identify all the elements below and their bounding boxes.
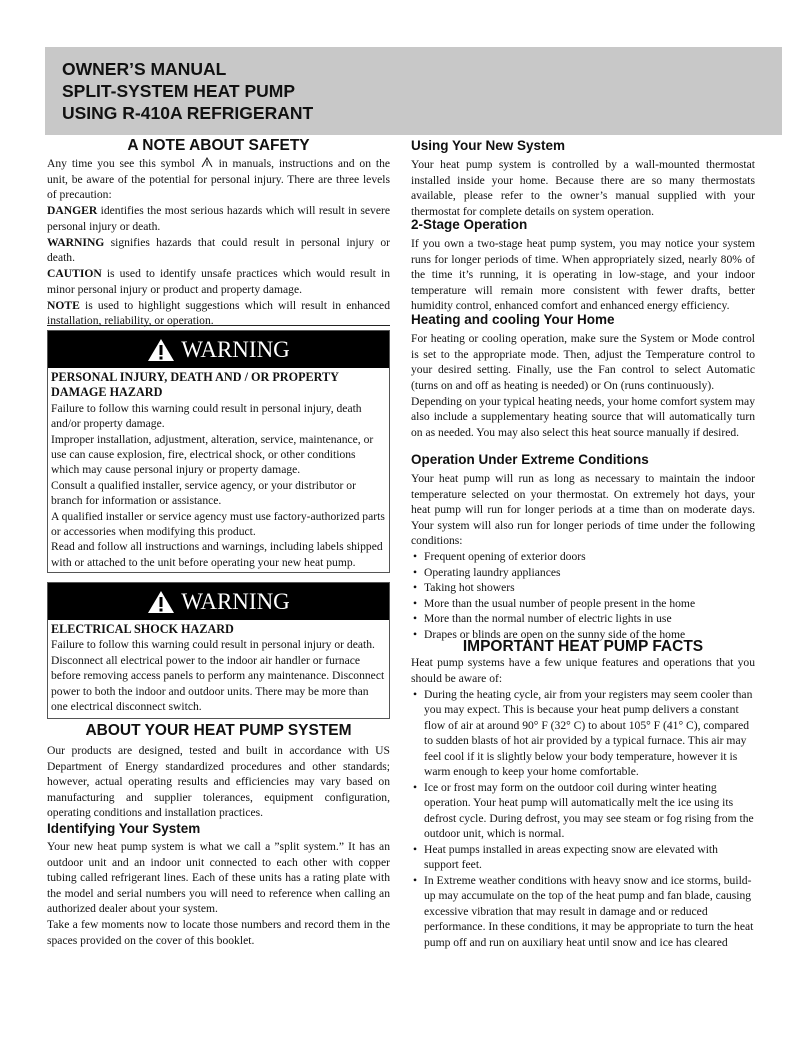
level-term: CAUTION [47, 267, 102, 280]
list-item: • Heat pumps installed in areas expecting snow are elevated with support feet. [411, 842, 755, 873]
level-text: signifies hazards that could result in personal injury or death. [47, 235, 390, 264]
about-section [47, 743, 390, 821]
facts-heading: IMPORTANT HEAT PUMP FACTS [462, 638, 704, 655]
safety-intro [47, 156, 390, 203]
list-item: • More than the normal number of electric lights in use [411, 611, 755, 627]
level-text: identifies the most serious hazards which will result in severe personal injury or death. [47, 204, 390, 233]
two-stage-section [411, 236, 755, 314]
warning-title: PERSONAL INJURY, DEATH AND / OR PROPERTY DAMAGE HAZARD [51, 370, 339, 400]
list-item: • Taking hot showers [411, 580, 755, 596]
level-term: DANGER [47, 204, 98, 217]
level-caution [47, 266, 390, 297]
title-line: USING R-410A REFRIGERANT [62, 103, 314, 123]
intro-text: Any time you see this symbol [47, 157, 195, 170]
level-danger [47, 203, 390, 234]
identifying-heading: Identifying Your System [47, 821, 201, 836]
extreme-heading: Operation Under Extreme Conditions [411, 452, 649, 467]
facts-section [411, 655, 755, 950]
level-text: is used to identify unsafe practices which would result in minor personal injury or product and property damage. [47, 267, 390, 296]
list-item: • Operating laundry appliances [411, 565, 755, 581]
extreme-conditions-list [411, 549, 755, 642]
two-stage-text: If you own a two-stage heat pump system, you may notice your system runs for longer periods of time. When appropriately sized, nearly 80% of the time it’s running, it is operating in low-stage, and your indoor temperature will remain more consistent with fewer drafts, better humidity control, enhanced comfort and enhanced energy efficiency. [411, 237, 755, 312]
extreme-section [411, 471, 755, 642]
warning-triangle-icon [147, 338, 175, 362]
facts-list [411, 687, 755, 951]
identifying-text: Take a few moments now to locate those numbers and record them in the spaces provided on the cover of this booklet. [47, 918, 390, 947]
heating-text: Depending on your typical heating needs, your home comfort system may also include a supplementary heating source that will automatically turn on as needed. You may also select this heat source manually if desired. [411, 394, 755, 439]
about-text: Our products are designed, tested and built in accordance with US Department of Energy standardized procedures and other standards; however, actual operating results and efficiencies may vary based on manufacturing and supplier tolerances, equipment configuration, operating conditions and installation practices. [47, 744, 390, 819]
divider [47, 325, 390, 326]
warning-text: Failure to follow this warning could result in personal injury or death. [51, 638, 375, 652]
list-item: • During the heating cycle, air from your registers may seem cooler than you may expect. This is because your heat pump delivers a constant flow of air at around 90° F (32° C) to about 105° F (41° C), compared to sudden blasts of hot air provided by a typical furnace. This air may feel cool if it is slightly below your body temperature, however it is warm enough to keep your home comfortable. [411, 687, 755, 780]
warning-box-electrical [47, 582, 390, 719]
safety-alert-symbol-icon [200, 157, 214, 168]
warning-box-injury [47, 330, 390, 573]
warning-text: Failure to follow this warning could result in personal injury, death and/or property damage. [51, 401, 362, 431]
list-item: • Ice or frost may form on the outdoor coil during winter heating operation. Your heat pump will automatically melt the ice using its defrost cycle. During defrost, you may see steam or fog rising from the outdoor unit, which is normal. [411, 780, 755, 842]
title-line: OWNER’S MANUAL [62, 59, 227, 79]
about-heading: ABOUT YOUR HEAT PUMP SYSTEM [85, 722, 352, 739]
warning-text: A qualified installer or service agency must use factory-authorized parts or accessories when modifying this product. [51, 509, 385, 539]
list-item: • Drapes or blinds are open on the sunny side of the home [411, 627, 755, 643]
list-item: • Frequent opening of exterior doors [411, 549, 755, 565]
list-item: • More than the usual number of people present in the home [411, 596, 755, 612]
facts-text: Heat pump systems have a few unique features and operations that you should be aware of: [411, 656, 755, 685]
level-text: is used to highlight suggestions which will result in enhanced installation, reliability, or operation. [47, 298, 390, 327]
intro-text: in manuals, instructions and on the unit, be aware of the potential for personal injury. There are three levels of precaution: [47, 157, 391, 201]
heating-text: For heating or cooling operation, make sure the System or Mode control is set to the appropriate mode. Then, adjust the Temperature control to your desired setting. Finally, use the Fan control to select Automatic (turns on and off as heating is needed) or On (runs continuously). [411, 332, 755, 392]
warning-text: Read and follow all instructions and warnings, including labels shipped with or attached to the unit before operating your new heat pump. [51, 540, 383, 569]
title-line: SPLIT-SYSTEM HEAT PUMP [62, 81, 296, 101]
warning-text: Improper installation, adjustment, alteration, service, maintenance, or use can cause explosion, fire, electrical shock, or other conditions which may cause personal injury or property damage. [51, 432, 374, 477]
warning-label: WARNING [181, 336, 290, 362]
level-warning [47, 235, 390, 266]
level-note [47, 298, 390, 329]
using-section [411, 157, 755, 220]
warning-title: ELECTRICAL SHOCK HAZARD [51, 622, 234, 636]
identifying-text: Your new heat pump system is what we call a ”split system.” It has an outdoor unit and an indoor unit connected to each other with copper tubing called refrigerant lines. Each of these units has a rating plate with the model and serial numbers you will need to reference when calling an authorized dealer about your system. [47, 840, 390, 915]
using-heading: Using Your New System [411, 138, 566, 153]
warning-text: Disconnect all electrical power to the indoor air handler or furnace before removing access panels to perform any maintenance. Disconnect power to both the indoor and outdoor units. There may be more than one electrical disconnect switch. [51, 653, 385, 714]
using-text: Your heat pump system is controlled by a wall-mounted thermostat installed inside your home. Because there are so many thermostats available, please refer to the owner’s manual supplied with your thermostat for complete details on system operation. [411, 158, 755, 218]
two-stage-heading: 2-Stage Operation [411, 217, 528, 232]
identifying-section [47, 839, 390, 949]
level-term: WARNING [47, 235, 105, 249]
level-term: NOTE [47, 298, 80, 312]
warning-triangle-icon [147, 590, 175, 614]
extreme-text: Your heat pump will run as long as necessary to maintain the indoor temperature selected on your thermostat. On extremely hot days, your heat pump will run for longer periods at a time than on moderate days. Your system will also run for longer periods of time under the following conditions: [411, 472, 755, 547]
title-banner [45, 47, 782, 135]
safety-heading: A NOTE ABOUT SAFETY [127, 137, 310, 154]
warning-banner [48, 331, 389, 368]
safety-section [47, 156, 390, 329]
heating-heading: Heating and cooling Your Home [411, 312, 615, 327]
warning-text: Consult a qualified installer, service agency, or your distributor or branch for information or assistance. [51, 478, 356, 508]
warning-label: WARNING [181, 588, 290, 614]
warning-banner [48, 583, 389, 620]
heating-section [411, 331, 755, 441]
list-item: • In Extreme weather conditions with heavy snow and ice storms, build-up may accumulate on the top of the heat pump and fan blade, causing excessive vibration that may result in damage and or reduced performance. In these conditions, it may be appropriate to turn the heat pump off and run on auxiliary heat until snow and ice has cleared [411, 873, 755, 951]
